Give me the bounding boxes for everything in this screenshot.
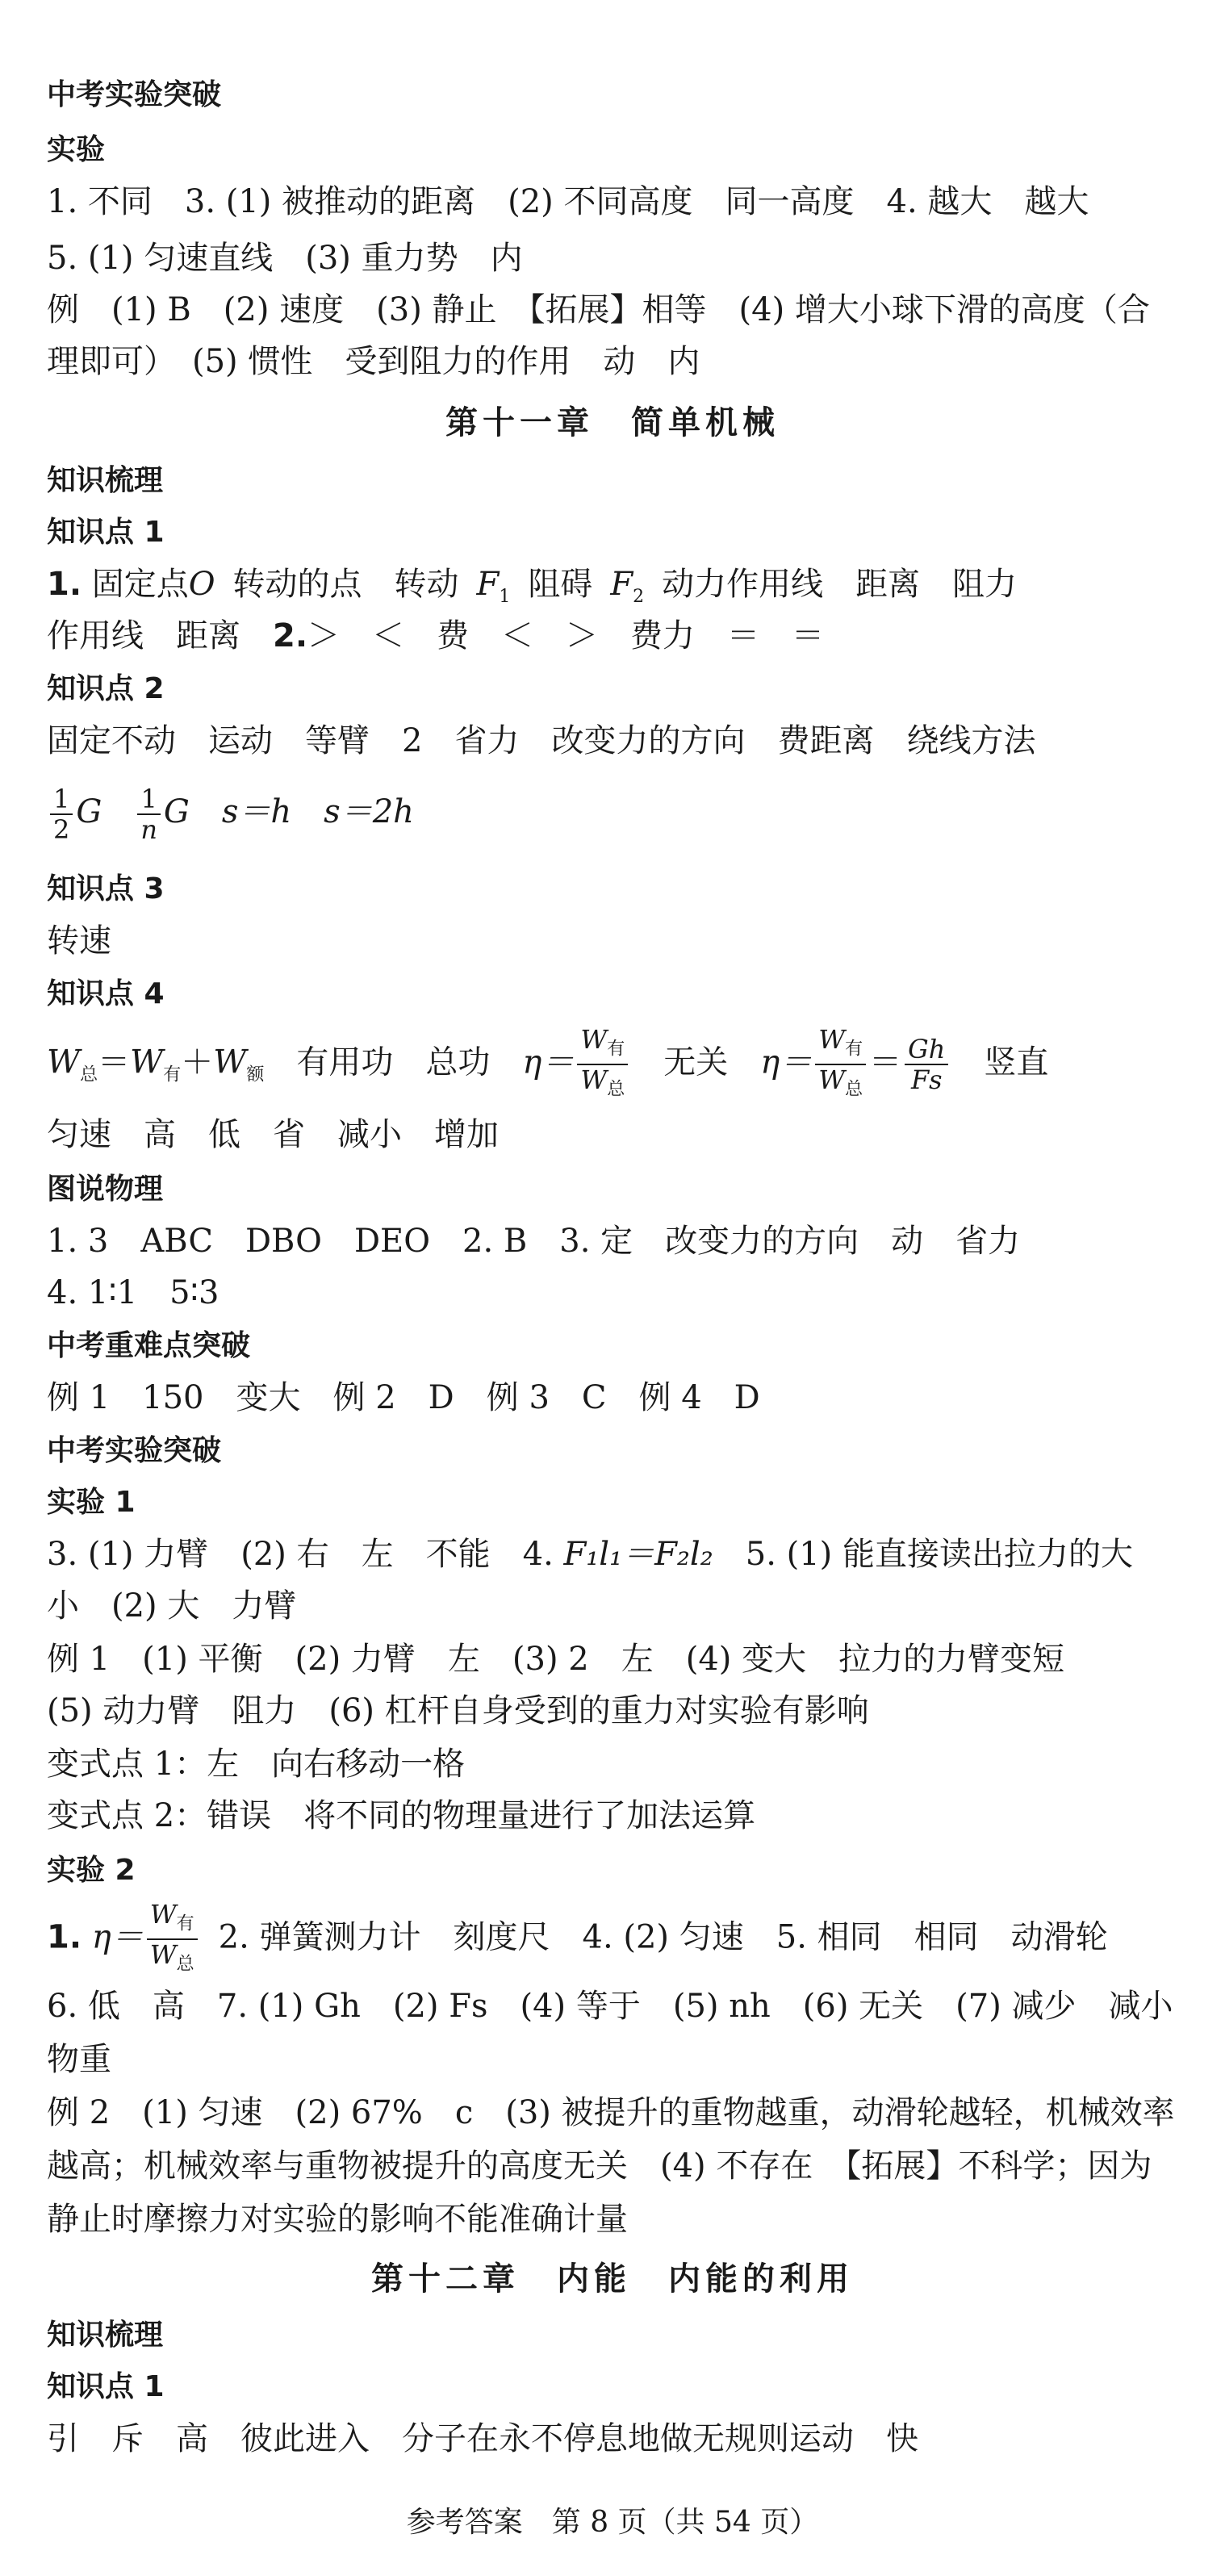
page-footer: 参考答案 第 8 页（共 54 页）: [406, 2506, 819, 2539]
answer-line: 小 (2) 大 力臂: [47, 1587, 297, 1625]
fraction: $\frac{1}{2}$: [50, 784, 73, 844]
answer-line: 越高；机械效率与重物被提升的高度无关 (4) 不存在 【拓展】不科学；因为: [47, 2147, 1152, 2185]
answer-line: 4. 1∶1 5∶3: [47, 1274, 219, 1311]
answer-line: $\frac{1}{2}$ G $\frac{1}{n}$ G s＝h s＝2h: [47, 780, 1193, 844]
sub-heading: 实验 2: [47, 1854, 136, 1887]
sub-heading: 实验 1: [47, 1486, 136, 1519]
chapter-title: 第十一章 简单机械: [445, 404, 780, 441]
answer-line: 变式点 2：错误 将不同的物理量进行了加法运算: [47, 1797, 756, 1834]
section-heading: 中考重难点突破: [47, 1329, 251, 1362]
sub-heading: 实验: [47, 133, 106, 166]
section-heading: 图说物理: [47, 1173, 164, 1206]
answer-line: 物重: [47, 2041, 111, 2078]
fraction: $\frac{W_有}{W_总}$: [577, 1025, 628, 1105]
answer-line: 1. 固定点O 转动的点 转动 $F_1$ 阻碍 $F_2$ 动力作用线 距离 阻力: [47, 566, 1018, 607]
section-heading: 知识梳理: [47, 2319, 164, 2352]
answer-line: 例 1 (1) 平衡 (2) 力臂 左 (3) 2 左 (4) 变大 拉力的力臂变短: [47, 1641, 1065, 1678]
answer-line: 1. 不同 3. (1) 被推动的距离 (2) 不同高度 同一高度 4. 越大 越大: [47, 183, 1089, 220]
fraction: $\frac{W_有}{W_总}$: [147, 1900, 198, 1980]
answer-line: 理即可） (5) 惯性 受到阻力的作用 动 内: [47, 343, 700, 380]
answer-line: 转速: [47, 922, 111, 960]
section-heading: 中考实验突破: [47, 1434, 222, 1467]
answer-line: 引 斥 高 彼此进入 分子在永不停息地做无规则运动 快: [47, 2420, 918, 2457]
sub-heading: 知识点 4: [47, 977, 165, 1010]
answer-line: 例 1 150 变大 例 2 D 例 3 C 例 4 D: [47, 1379, 760, 1416]
answer-line: 静止时摩擦力对实验的影响不能准确计量: [47, 2201, 628, 2238]
answer-line: 例 (1) B (2) 速度 (3) 静止 【拓展】相等 (4) 增大小球下滑的高度（合: [47, 291, 1150, 328]
sub-heading: 知识点 1: [47, 516, 165, 549]
sub-heading: 知识点 1: [47, 2370, 165, 2403]
answer-line: 作用线 距离 2.＞ ＜ 费 ＜ ＞ 费力 ＝ ＝: [47, 617, 825, 654]
answer-line: 匀速 高 低 省 减小 增加: [47, 1116, 499, 1153]
answer-line: (5) 动力臂 阻力 (6) 杠杆自身受到的重力对实验有影响: [47, 1692, 869, 1729]
fraction: $\frac{W_有}{W_总}$: [815, 1025, 866, 1105]
chapter-title: 第十二章 内能 内能的利用: [371, 2260, 854, 2298]
sub-heading: 知识点 2: [47, 672, 165, 705]
sub-heading: 知识点 3: [47, 872, 165, 905]
fraction: $\frac{Gh}{Fs}$: [905, 1035, 948, 1094]
answer-line: 6. 低 高 7. (1) Gh (2) Fs (4) 等于 (5) nh (6) 无关 (7) 减少 减小: [47, 1988, 1173, 2025]
section-heading: 知识梳理: [47, 464, 164, 497]
answer-line: 例 2 (1) 匀速 (2) 67% c (3) 被提升的重物越重，动滑轮越轻，机械效率: [47, 2094, 1175, 2131]
section-heading: 中考实验突破: [47, 78, 222, 111]
formula-line: 1. η＝ $\frac{W_有}{W_总}$ 2. 弹簧测力计 刻度尺 4. (2) 匀速 5. 相同 相同 动滑轮: [47, 1900, 1193, 1980]
answer-line: 变式点 1：左 向右移动一格: [47, 1746, 466, 1783]
fraction: $\frac{1}{n}$: [137, 784, 161, 844]
formula-line: $W_总=W_有+W_额$ 有用功 总功 η＝ $\frac{W_有}{W_总}$ 无关 η＝ $\frac{W_有}{W_总}$ ＝ $\frac{Gh}{Fs}$ 竖直: [47, 1025, 1193, 1111]
answer-line: 1. 3 ABC DBO DEO 2. B 3. 定 改变力的方向 动 省力: [47, 1223, 1021, 1260]
answer-line: 3. (1) 力臂 (2) 右 左 不能 4. F₁l₁＝F₂l₂ 5. (1) 能直接读出拉力的大: [47, 1536, 1134, 1573]
answer-line: 5. (1) 匀速直线 (3) 重力势 内: [47, 240, 523, 277]
answer-line: 固定不动 运动 等臂 2 省力 改变力的方向 费距离 绕线方法: [47, 722, 1036, 759]
